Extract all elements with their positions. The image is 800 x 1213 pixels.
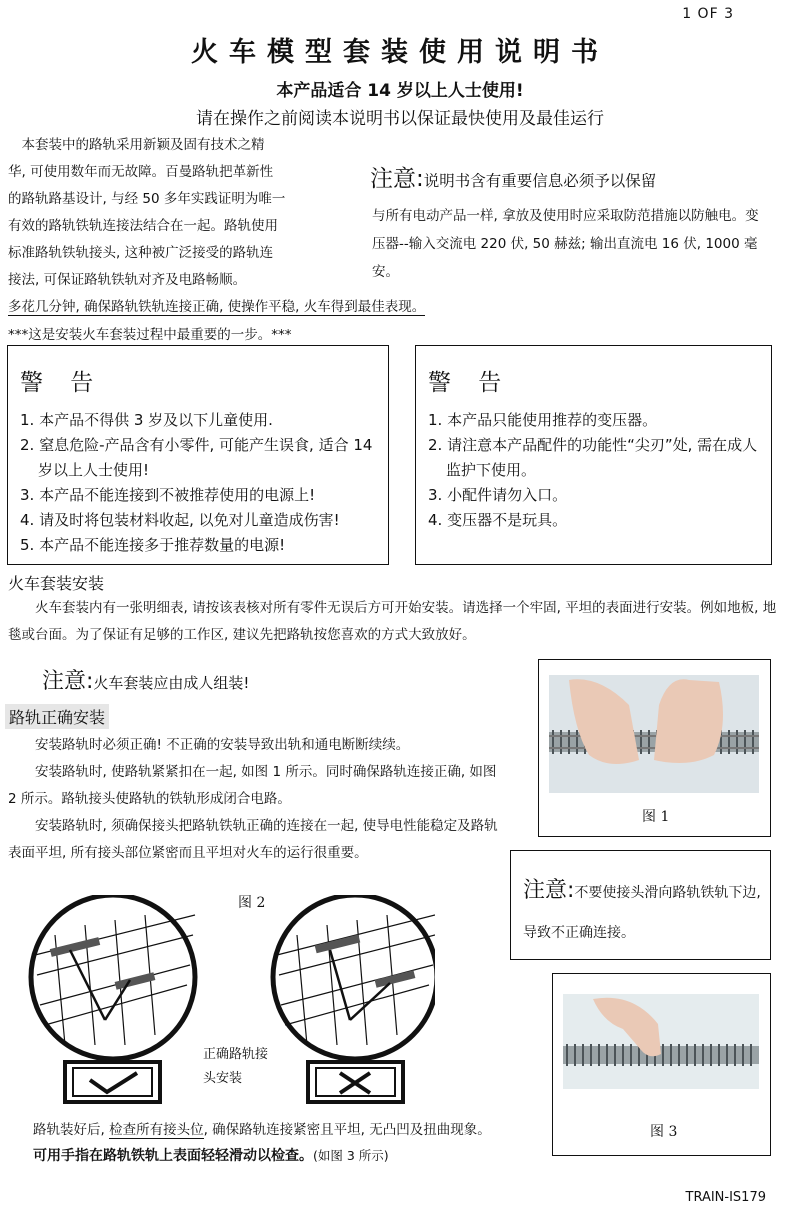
intro-line: 有效的路轨铁轨连接法结合在一起。路轨使用 [8, 218, 278, 234]
warning-title: 警 告 [20, 370, 104, 396]
doc-code: TRAIN-IS179 [685, 1190, 766, 1205]
notice-title: 说明书含有重要信息必须予以保留 [423, 172, 657, 190]
underlined-tip-text: 多花几分钟, 确保路轨铁轨连接正确, 使操作平稳, 火车得到最佳表现。 [8, 299, 426, 315]
intro-line: 标准路轨铁轨接头, 这种被广泛接受的路轨连 [8, 245, 274, 261]
track-paragraph: 安装路轨时, 须确保接头把路轨铁轨正确的连接在一起, 使导电性能稳定及路轨表面平坦, 所有接头部位紧密而且平坦对火车的运行很重要。 [8, 818, 498, 861]
intro-paragraph [8, 132, 310, 294]
warning-item: 3. 本产品不能连接到不被推荐使用的电源上! [20, 486, 316, 504]
warning-list [20, 408, 376, 558]
correct-joint-diagram [31, 895, 195, 1102]
check-post: , 确保路轨连接紧密且平坦, 无凸凹及扭曲现象。 [203, 1122, 491, 1138]
fig2-caption: 图 2 [238, 895, 266, 911]
joint-notice-text: 不要使接头滑向路轨铁轨下边, 导致不正确连接。 [523, 885, 761, 941]
warning-item: 4. 请及时将包装材料收起, 以免对儿童造成伤害! [20, 511, 340, 529]
intro-line: 本套装中的路轨采用新颖及固有技术之精 [8, 137, 265, 153]
finger-check-text: 可用手指在路轨铁轨上表面轻轻滑动以检查。 [33, 1148, 313, 1164]
fig1-caption: 图 1 [642, 809, 670, 825]
warning-box-left [7, 345, 389, 565]
warning-box-right [415, 345, 772, 565]
assembly-heading: 火车套装安装 [8, 574, 105, 593]
important-step: ***这是安装火车套装过程中最重要的一步。*** [8, 327, 292, 343]
page-number: 1 OF 3 [682, 6, 734, 22]
check-underlined: 检查所有接头位 [109, 1122, 204, 1138]
intro-line: 的路轨路基设计, 与经 50 多年实践证明为唯一 [8, 191, 286, 207]
assembly-notice-label: 注意: [42, 669, 94, 694]
warning-item: 1. 本产品只能使用推荐的变压器。 [428, 411, 658, 429]
track-heading: 路轨正确安装 [5, 704, 109, 729]
assembly-text: 火车套装内有一张明细表, 请按该表核对所有零件无误后方可开始安装。请选择一个牢固, 平坦的表面进行安装。例如地板, 地毯或台面。为了保证有足够的工作区, 建议先把路轨按您喜欢的方式大致放好。 [8, 600, 777, 643]
finger-check-ref: (如图 3 所示) [313, 1148, 389, 1163]
assembly-notice-text: 火车套装应由成人组装! [93, 674, 250, 692]
notice-body: 与所有电动产品一样, 拿放及使用时应采取防范措施以防触电。变压器--输入交流电 220 伏, 50 赫兹; 输出直流电 16 伏, 1000 毫安。 [372, 208, 759, 280]
age-subtitle: 本产品适合 14 岁以上人士使用! [276, 81, 524, 101]
check-joints-text [33, 1117, 543, 1144]
check-pre: 路轨装好后, [33, 1122, 110, 1138]
assembly-notice [42, 664, 249, 695]
fig2-label: 正确路轨接头安装 [203, 1047, 269, 1086]
notice-heading [370, 160, 656, 193]
underlined-tip [8, 295, 470, 315]
warning-item: 1. 本产品不得供 3 岁及以下儿童使用. [20, 411, 273, 429]
warning-item: 3. 小配件请勿入口。 [428, 486, 568, 504]
track-paragraph: 安装路轨时, 使路轨紧紧扣在一起, 如图 1 所示。同时确保路轨连接正确, 如图 2 所示。路轨接头使路轨的铁轨形成闭合电路。 [8, 764, 497, 807]
intro-line: 接法, 可保证路轨铁轨对齐及电路畅顺。 [8, 272, 247, 288]
notice-box-joint [510, 850, 771, 960]
finger-check [33, 1145, 389, 1165]
track-text [8, 732, 498, 867]
warning-list [428, 408, 758, 533]
warning-title: 警 告 [428, 370, 512, 396]
warning-item: 2. 请注意本产品配件的功能性“尖刃”处, 需在成人监护下使用。 [428, 436, 758, 479]
figure-3 [552, 973, 771, 1156]
warning-item: 4. 变压器不是玩具。 [428, 511, 568, 529]
joint-notice [523, 871, 763, 953]
read-subtitle: 请在操作之前阅读本说明书以保证最快使用及最佳运行 [196, 109, 604, 129]
warning-item: 5. 本产品不能连接多于推荐数量的电源! [20, 536, 286, 554]
warning-item: 2. 窒息危险-产品含有小零件, 可能产生误食, 适合 14 岁以上人士使用! [20, 436, 373, 479]
figure-1 [538, 659, 771, 837]
track-paragraph: 安装路轨时必须正确! 不正确的安装导致出轨和通电断断续续。 [8, 737, 410, 753]
joint-notice-label: 注意: [523, 878, 575, 903]
fig3-caption: 图 3 [650, 1124, 678, 1140]
incorrect-joint-diagram [273, 895, 435, 1102]
notice-label: 注意: [370, 166, 424, 192]
intro-line: 华, 可使用数年而无故障。百曼路轨把革新性 [8, 164, 274, 180]
page-title: 火车模型套装使用说明书 [191, 37, 609, 68]
